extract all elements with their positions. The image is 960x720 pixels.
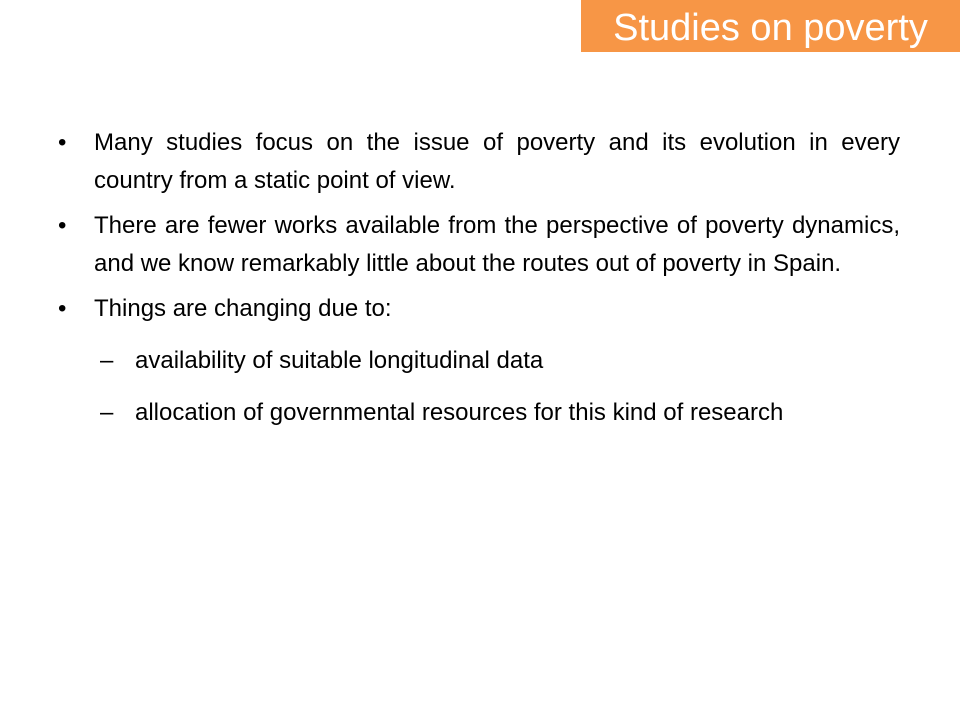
sub-bullet-item [94, 394, 900, 432]
bullet-text: There are fewer works available from the perspective of poverty dynamics, and we know remarkably little about the routes out of poverty in Spain. [94, 212, 900, 277]
dash-marker: – [100, 347, 114, 374]
bullet-marker: • [58, 129, 67, 156]
bullet-marker: • [58, 295, 67, 322]
bullet-item [58, 207, 900, 283]
bullet-item [58, 124, 900, 200]
bullet-item [58, 290, 900, 328]
bullet-marker: • [58, 212, 67, 239]
sub-bullet-item [94, 342, 900, 380]
title-banner [581, 0, 960, 52]
slide-title: Studies on poverty [613, 7, 928, 49]
sub-bullet-text: allocation of governmental resources for this kind of research [135, 399, 784, 426]
dash-marker: – [100, 399, 114, 426]
sub-bullet-text: availability of suitable longitudinal data [135, 347, 544, 374]
bullet-text: Things are changing due to: [94, 295, 392, 322]
bullet-list [58, 124, 900, 446]
bullet-text: Many studies focus on the issue of poverty and its evolution in every country from a static point of view. [94, 129, 900, 194]
